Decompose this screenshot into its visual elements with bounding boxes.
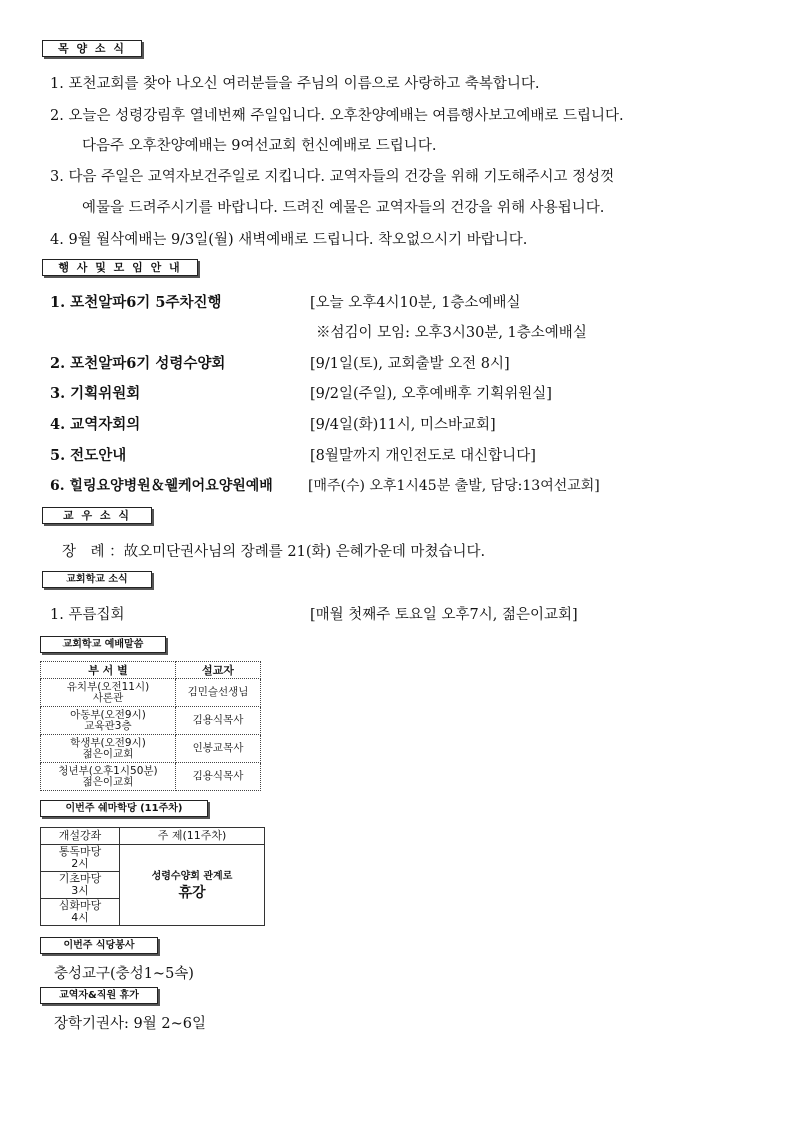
- table-header-row: [41, 828, 265, 845]
- dept-place: 교육관3층: [84, 719, 132, 732]
- table-header-row: [41, 662, 261, 679]
- news-number: 2.: [50, 108, 64, 124]
- news-number: 4.: [50, 232, 64, 248]
- news-text: 예물을 드려주시기를 바랍니다. 드려진 예물은 교역자들의 건강을 위해 사용됩니다.: [82, 200, 605, 216]
- table-header-topic: 주 제(11주차): [120, 828, 265, 845]
- event-detail: [매주(수) 오후1시45분 출발, 담당:13여선교회]: [308, 478, 600, 494]
- course-name: 기초마당: [58, 872, 102, 885]
- dept-cell: [41, 735, 176, 763]
- teacher-cell: 김용식목사: [176, 707, 261, 735]
- dept-name: 아동부(오전9시): [70, 708, 146, 721]
- section-header-kitchen: 이번주 식당봉사: [40, 937, 158, 954]
- table-header-teacher: 설교자: [176, 662, 261, 679]
- news-line: [82, 134, 436, 155]
- section-header-study: 이번주 쉐마학당 (11주차): [40, 800, 208, 817]
- member-news-text: ：故오미단권사님의 장례를 21(화) 은혜가운데 마쳤습니다.: [109, 544, 486, 560]
- news-line: [50, 165, 614, 186]
- course-name: 통독마당: [58, 845, 102, 858]
- course-cell: [41, 899, 120, 926]
- course-cell: [41, 845, 120, 872]
- section-header-members: 교 우 소 식: [42, 507, 152, 524]
- school-event-title: 1. 푸름집회: [50, 607, 125, 623]
- event-title: 4. 교역자회의: [50, 416, 141, 433]
- news-line: [82, 196, 604, 217]
- news-line: [50, 72, 540, 93]
- section-header-events: 행 사 및 모 임 안 내: [42, 259, 198, 276]
- teacher-cell: 김민슬선생님: [176, 679, 261, 707]
- course-cell: [41, 872, 120, 899]
- dept-cell: [41, 707, 176, 735]
- news-text: 9월 월삭예배는 9/3일(월) 새벽예배로 드립니다. 착오없으시기 바랍니다.: [68, 232, 528, 248]
- vacation-text: 장학기권사: 9월 2~6일: [54, 1016, 206, 1032]
- event-title: 1. 포천알파6기 5주차진행: [50, 294, 222, 311]
- event-title: 2. 포천알파6기 성령수양회: [50, 355, 226, 372]
- news-text: 포천교회를 찾아 나오신 여러분들을 주님의 이름으로 사랑하고 축복합니다.: [68, 76, 540, 92]
- news-line: [50, 228, 527, 249]
- event-detail: [8월말까지 개인전도로 대신합니다]: [310, 448, 536, 464]
- dept-cell: [41, 763, 176, 791]
- course-time: 2시: [71, 857, 89, 870]
- event-detail: [9/1일(토), 교회출발 오전 8시]: [310, 356, 510, 372]
- course-time: 4시: [71, 911, 89, 924]
- dept-place: 사론관: [92, 691, 124, 704]
- event-detail: ※섬김이 모임: 오후3시30분, 1층소예배실: [316, 325, 587, 341]
- table-row: [41, 707, 261, 735]
- event-detail: [오늘 오후4시10분, 1층소예배실: [310, 295, 521, 311]
- dept-place: 젊은이교회: [82, 775, 134, 788]
- news-number: 1.: [50, 76, 64, 92]
- dept-cell: [41, 679, 176, 707]
- table-header-course: 개설강좌: [41, 828, 120, 845]
- event-detail: [9/2일(주일), 오후예배후 기획위원실]: [310, 386, 552, 402]
- news-text: 다음 주일은 교역자보건주일로 지킵니다. 교역자들의 건강을 위해 기도해주시고 정성껏: [68, 169, 615, 185]
- course-time: 3시: [71, 884, 89, 897]
- topic-main: 성령수양회 관계로: [151, 871, 233, 882]
- member-news-line: [62, 540, 485, 561]
- news-number: 3.: [50, 169, 64, 185]
- news-text: 다음주 오후찬양예배는 9여선교회 헌신예배로 드립니다.: [82, 138, 437, 154]
- news-line: [50, 104, 624, 125]
- dept-name: 유치부(오전11시): [66, 680, 150, 693]
- table-header-dept: 부 서 별: [41, 662, 176, 679]
- course-name: 심화마당: [58, 899, 102, 912]
- event-title: 3. 기획위원회: [50, 385, 141, 402]
- dept-name: 학생부(오전9시): [70, 736, 146, 749]
- topic-sub: 휴강: [178, 885, 206, 901]
- section-header-vacation: 교역자&직원 휴가: [40, 987, 158, 1004]
- table-row: [41, 735, 261, 763]
- school-worship-table: [40, 661, 261, 791]
- dept-name: 청년부(오후1시50분): [58, 764, 158, 777]
- school-event-detail: [매월 첫째주 토요일 오후7시, 젊은이교회]: [310, 607, 578, 623]
- table-row: [41, 763, 261, 791]
- news-text: 오늘은 성령강림후 열네번째 주일입니다. 오후찬양예배는 여름행사보고예배로 드립니다.: [68, 108, 624, 124]
- section-header-news: 목 양 소 식: [42, 40, 142, 57]
- kitchen-text: 충성교구(충성1~5속): [54, 966, 194, 982]
- dept-place: 젊은이교회: [82, 747, 134, 760]
- study-table: [40, 827, 265, 926]
- member-news-label: 장 례: [62, 544, 105, 560]
- event-title: 5. 전도안내: [50, 447, 127, 464]
- teacher-cell: 김용식목사: [176, 763, 261, 791]
- event-detail: [9/4일(화)11시, 미스바교회]: [310, 417, 496, 433]
- teacher-cell: 인봉교목사: [176, 735, 261, 763]
- table-row: [41, 845, 265, 872]
- section-header-school: 교회학교 소식: [42, 571, 152, 588]
- section-header-school-worship: 교회학교 예배말씀: [40, 636, 166, 653]
- event-title: 6. 힐링요양병원＆웰케어요양원예배: [50, 478, 273, 494]
- table-row: [41, 679, 261, 707]
- topic-cell: [120, 845, 265, 926]
